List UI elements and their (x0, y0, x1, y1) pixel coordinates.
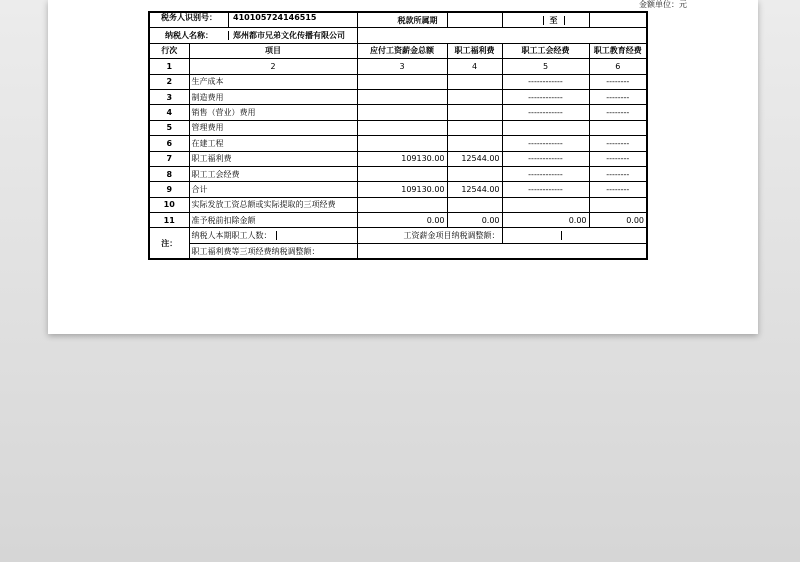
row-salary-total (357, 74, 447, 89)
row-item: 职工工会经费 (189, 166, 357, 181)
row-item: 职工福利费 (189, 151, 357, 166)
table-row (149, 166, 647, 181)
table-row (149, 89, 647, 104)
row-union: ------------ (502, 74, 589, 89)
table-row (149, 136, 647, 151)
row-salary-total (357, 105, 447, 120)
row-salary-total (357, 166, 447, 181)
row-union: ------------ (502, 182, 589, 197)
notes-row-2 (149, 243, 647, 259)
table-row (149, 151, 647, 166)
unit-note: 金额单位：元 (639, 0, 687, 9)
row-education: -------- (589, 89, 647, 104)
period-label: 税款所属期 (397, 15, 438, 25)
three-fees-adjust-label: 职工福利费等三项经费纳税调整额： (189, 243, 357, 259)
row-education: -------- (589, 74, 647, 89)
row-salary-total (357, 120, 447, 135)
row-number: 3 (149, 89, 189, 104)
row-salary-total: 109130.00 (357, 182, 447, 197)
row-union: ------------ (502, 136, 589, 151)
notes-label: 注： (149, 228, 189, 259)
period-to-label: 至 (543, 16, 565, 25)
column-header-row (149, 43, 647, 58)
row-welfare (447, 89, 502, 104)
col-header-item: 项目 (189, 43, 357, 58)
row-welfare (447, 105, 502, 120)
period-start-field (447, 12, 502, 28)
header-row-taxpayer-id (149, 12, 647, 28)
table-row (149, 74, 647, 89)
row-education: 0.00 (589, 213, 647, 228)
row-item: 合计 (189, 182, 357, 197)
row-item: 管理费用 (189, 120, 357, 135)
row-item: 准予税前扣除金额 (189, 213, 357, 228)
row-education: -------- (589, 182, 647, 197)
col-header-union: 职工工会经费 (502, 43, 589, 58)
row-number: 4 (149, 105, 189, 120)
row-number: 7 (149, 151, 189, 166)
row-salary-total (357, 197, 447, 212)
col-number: 4 (447, 59, 502, 74)
row-welfare (447, 166, 502, 181)
row-item: 销售（营业）费用 (189, 105, 357, 120)
taxpayer-id-value: 410105724146515 (233, 13, 317, 22)
header-row-taxpayer-name (149, 28, 647, 43)
row-item: 制造费用 (189, 89, 357, 104)
row-number: 5 (149, 120, 189, 135)
row-welfare (447, 74, 502, 89)
row-education: -------- (589, 151, 647, 166)
col-header-salary-total: 应付工资薪金总额 (357, 43, 447, 58)
row-salary-total: 109130.00 (357, 151, 447, 166)
row-education (589, 197, 647, 212)
row-education: -------- (589, 105, 647, 120)
salary-tax-table (148, 11, 648, 260)
row-union: ------------ (502, 166, 589, 181)
row-union: 0.00 (502, 213, 589, 228)
table-row (149, 105, 647, 120)
period-end-field (589, 12, 647, 28)
row-item: 在建工程 (189, 136, 357, 151)
table-row (149, 213, 647, 228)
row-number: 2 (149, 74, 189, 89)
row-welfare: 12544.00 (447, 182, 502, 197)
row-education: -------- (589, 136, 647, 151)
row-number: 8 (149, 166, 189, 181)
row-salary-total: 0.00 (357, 213, 447, 228)
row-welfare (447, 120, 502, 135)
table-row (149, 182, 647, 197)
row-item: 生产成本 (189, 74, 357, 89)
row-number: 9 (149, 182, 189, 197)
row-welfare: 12544.00 (447, 151, 502, 166)
row-item: 实际发放工资总额或实际提取的三项经费 (189, 197, 357, 212)
row-welfare (447, 197, 502, 212)
row-education (589, 120, 647, 135)
col-number: 5 (502, 59, 589, 74)
col-number: 3 (357, 59, 447, 74)
col-number: 2 (189, 59, 357, 74)
row-welfare (447, 136, 502, 151)
col-header-education: 职工教育经费 (589, 43, 647, 58)
col-number: 1 (149, 59, 189, 74)
row-union: ------------ (502, 89, 589, 104)
notes-row-1 (149, 228, 647, 243)
table-row (149, 197, 647, 212)
row-number: 11 (149, 213, 189, 228)
row-salary-total (357, 136, 447, 151)
row-welfare: 0.00 (447, 213, 502, 228)
three-fees-adjust-field (357, 243, 647, 259)
row-union: ------------ (502, 105, 589, 120)
taxpayer-name-label: 纳税人名称： (150, 31, 229, 40)
column-number-row (149, 59, 647, 74)
row-union (502, 120, 589, 135)
col-header-line: 行次 (149, 43, 189, 58)
row-number: 10 (149, 197, 189, 212)
taxpayer-name-value: 郑州都市兄弟文化传播有限公司 (233, 31, 345, 41)
row-number: 6 (149, 136, 189, 151)
row-union (502, 197, 589, 212)
employee-count-label: 纳税人本期职工人数： (190, 231, 277, 240)
salary-adjust-label: 工资薪金项目纳税调整额： (357, 228, 502, 243)
table-row (149, 120, 647, 135)
col-header-welfare: 职工福利费 (447, 43, 502, 58)
col-number: 6 (589, 59, 647, 74)
taxpayer-id-label: 税务人识别号： (150, 13, 229, 27)
row-education: -------- (589, 166, 647, 181)
row-union: ------------ (502, 151, 589, 166)
row-salary-total (357, 89, 447, 104)
